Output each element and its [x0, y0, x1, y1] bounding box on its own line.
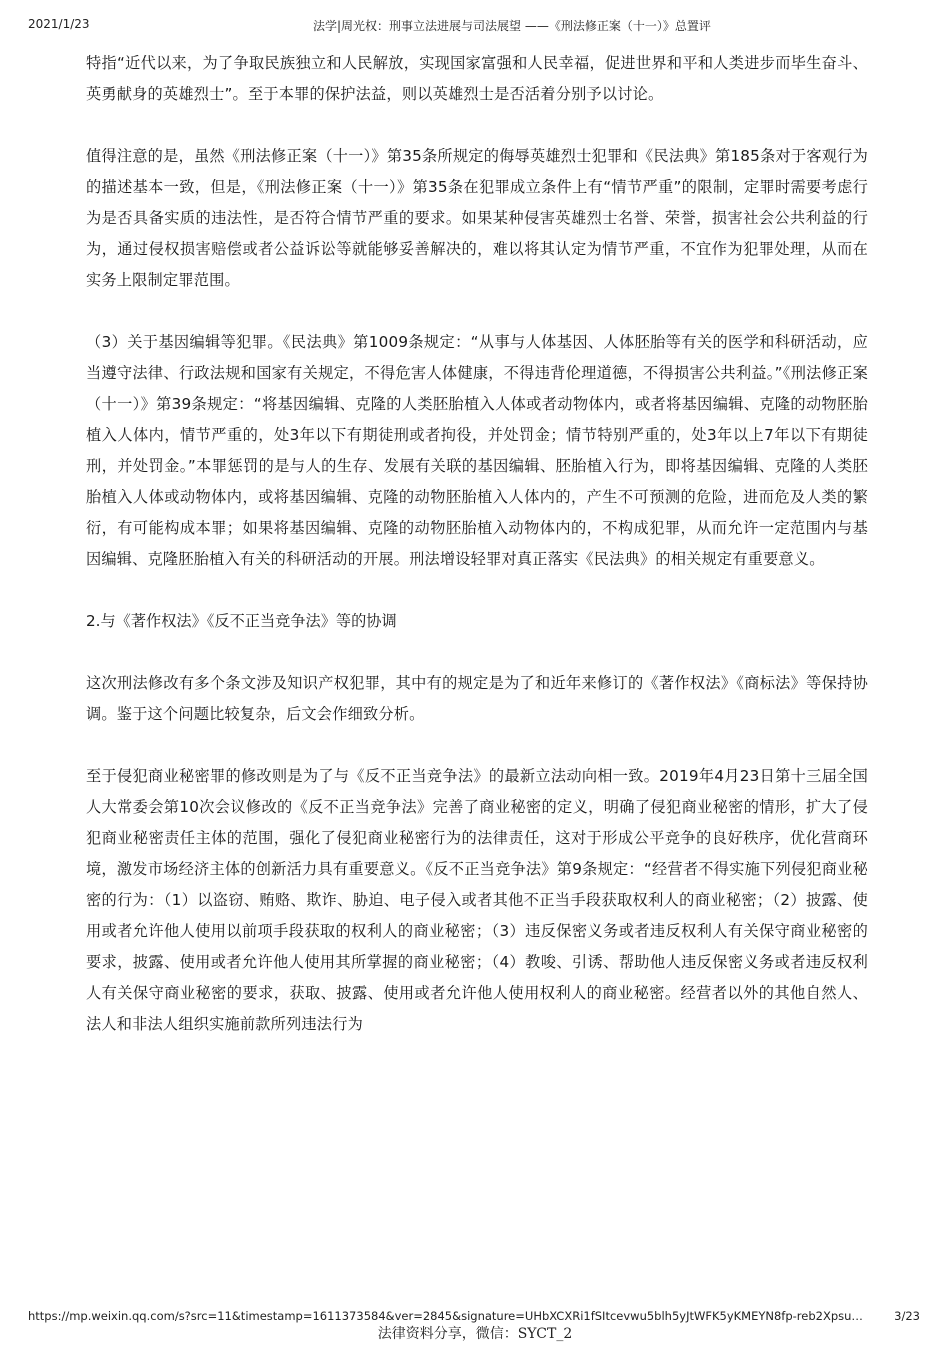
paragraph-1: 特指“近代以来，为了争取民族独立和人民解放，实现国家富强和人民幸福，促进世界和平和人类进步而毕生奋斗、英勇献身的英雄烈士”。至于本罪的保护法益，则以英雄烈士是否活着分别予以讨论。 [86, 54, 868, 103]
paragraph-3: （3）关于基因编辑等犯罪。《民法典》第1009条规定：“从事与人体基因、人体胚胎等有关的医学和科研活动，应当遵守法律、行政法规和国家有关规定，不得危害人体健康，不得违背伦理道德，不得损害公共利益。”《刑法修正案（十一）》第39条规定：“将基因编辑、克隆的人类胚胎植入人体或者动物体内，或者将基因编辑、克隆的动物胚胎植入人体内，情节严重的，处3年以下有期徒刑或者拘役，并处罚金；情节特别严重的，处3年以上7年以下有期徒刑，并处罚金。”本罪惩罚的是与人的生存、发展有关联的基因编辑、胚胎植入行为，即将基因编辑、克隆的人类胚胎植入人体或动物体内，或将基因编辑、克隆的动物胚胎植入人体内的，产生不可预测的危险，进而危及人类的繁衍，有可能构成本罪；如果将基因编辑、克隆的动物胚胎植入动物体内的，不构成犯罪，从而允许一定范围内与基因编辑、克隆胚胎植入有关的科研活动的开展。刑法增设轻罪对真正落实《民法典》的相关规定有重要意义。 [86, 333, 868, 568]
page-header [0, 17, 950, 37]
paragraph-4: 这次刑法修改有多个条文涉及知识产权犯罪，其中有的规定是为了和近年来修订的《著作权法》《商标法》等保持协调。鉴于这个问题比较复杂，后文会作细致分析。 [86, 674, 868, 723]
watermark-text: 法律资料分享，微信：SYCT_2 [377, 1326, 573, 1342]
paragraph-5: 至于侵犯商业秘密罪的修改则是为了与《反不正当竞争法》的最新立法动向相一致。2019年4月23日第十三届全国人大常委会第10次会议修改的《反不正当竞争法》完善了商业秘密的定义，明确了侵犯商业秘密的情形，扩大了侵犯商业秘密责任主体的范围，强化了侵犯商业秘密行为的法律责任，这对于形成公平竞争的良好秩序，优化营商环境，激发市场经济主体的创新活力具有重要意义。《反不正当竞争法》第9条规定：“经营者不得实施下列侵犯商业秘密的行为：（1）以盗窃、贿赂、欺诈、胁迫、电子侵入或者其他不正当手段获取权利人的商业秘密；（2）披露、使用或者允许他人使用以前项手段获取的权利人的商业秘密；（3）违反保密义务或者违反权利人有关保守商业秘密的要求，披露、使用或者允许他人使用其所掌握的商业秘密；（4）教唆、引诱、帮助他人违反保密义务或者违反权利人有关保守商业秘密的要求，获取、披露、使用或者允许他人使用权利人的商业秘密。经营者以外的其他自然人、法人和非法人组织实施前款所列违法行为 [86, 767, 868, 1033]
source-url[interactable]: https://mp.weixin.qq.com/s?src=11&timestamp=1611373584&ver=2845&signature=UHbXCXRi1fSItcevwu5blh5yJtWFK5yKMEYN8fp-reb2Xpsu… [28, 1309, 863, 1323]
section-heading: 2.与《著作权法》《反不正当竞争法》等的协调 [86, 612, 397, 630]
print-date: 2021/1/23 [28, 17, 90, 31]
article-title: 法学|周光权：刑事立法进展与司法展望 ——《刑法修正案（十一）》总置评 [313, 19, 711, 33]
paragraph-2: 值得注意的是，虽然《刑法修正案（十一）》第35条所规定的侮辱英雄烈士犯罪和《民法典》第185条对于客观行为的描述基本一致，但是，《刑法修正案（十一）》第35条在犯罪成立条件上有“情节严重”的限制，定罪时需要考虑行为是否具备实质的违法性，是否符合情节严重的要求。如果某种侵害英雄烈士名誉、荣誉，损害社会公共利益的行为，通过侵权损害赔偿或者公益诉讼等就能够妥善解决的，难以将其认定为情节严重，不宜作为犯罪处理，从而在实务上限制定罪范围。 [86, 147, 868, 289]
page-number: 3/23 [894, 1309, 920, 1323]
article-body [86, 48, 868, 1071]
